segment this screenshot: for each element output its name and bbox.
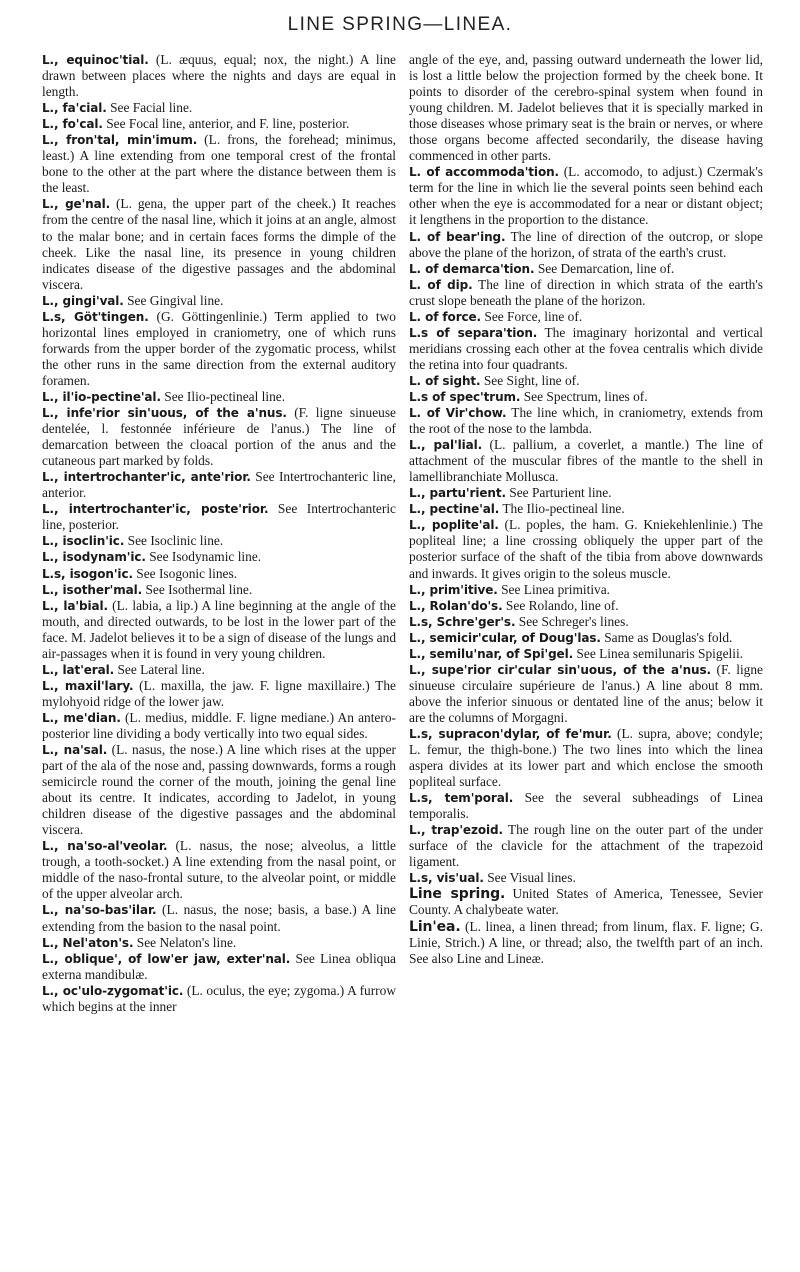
dictionary-entry (409, 726, 763, 790)
entry-headword: Lin'ea. (409, 918, 461, 935)
entry-headword: L. of Vir'chow. (409, 406, 507, 421)
dictionary-entry (409, 485, 763, 501)
dictionary-entry (409, 919, 763, 967)
entry-headword: L., gingi'val. (42, 293, 124, 308)
dictionary-entry (409, 886, 763, 918)
entry-headword: L.s of spec'trum. (409, 389, 521, 404)
dictionary-entry (409, 229, 763, 261)
dictionary-entry (409, 389, 763, 405)
dictionary-entry (42, 132, 396, 196)
dictionary-entry (409, 325, 763, 373)
entry-headword: L., partu'rient. (409, 486, 506, 501)
left-column (42, 52, 396, 1015)
entry-definition: The line of direction of the outcrop, or slope above the plane of the horizon, of strata of the earth's crust. (409, 228, 764, 260)
entry-headword: L. of dip. (409, 277, 473, 292)
entry-headword: L., poplite'al. (409, 518, 499, 533)
dictionary-entry (409, 822, 763, 870)
entry-headword: L.s, supracon'dylar, of fe'mur. (409, 726, 612, 741)
dictionary-entry (409, 614, 763, 630)
entry-definition: See Sight, line of. (480, 372, 580, 388)
entry-definition: See Ilio-pectineal line. (160, 388, 286, 404)
entry-headword: L.s, isogon'ic. (42, 566, 133, 581)
dictionary-entry (42, 100, 396, 116)
entry-definition: (F. ligne sinueuse circulaire supérieure de l'anus.) A line about 8 mm. above the inferior sinuous or dentated line of the anus; below it are the columns of Morgagni. (409, 661, 763, 725)
dictionary-entry (409, 646, 763, 662)
dictionary-entry (42, 549, 396, 565)
entry-definition: (L. medius, middle. F. ligne mediane.) An antero-posterior line dividing a body vertically into two equal sides. (42, 709, 396, 741)
entry-headword: L., me'dian. (42, 710, 121, 725)
entry-headword: L., na'so-al'veolar. (42, 839, 168, 854)
dictionary-entry (409, 309, 763, 325)
dictionary-entry (42, 582, 396, 598)
dictionary-entry (42, 662, 396, 678)
entry-headword: L. of demarca'tion. (409, 261, 535, 276)
entry-headword: L., intertrochanter'ic, poste'rior. (42, 502, 269, 517)
dictionary-entry (409, 277, 763, 309)
entry-headword: Line spring. (409, 886, 506, 903)
entry-definition: See Demarcation, line of. (534, 260, 675, 276)
entry-headword: L., pectine'al. (409, 502, 500, 517)
dictionary-entry (42, 935, 396, 951)
dictionary-entry (409, 373, 763, 389)
entry-definition: See Schreger's lines. (515, 613, 629, 629)
dictionary-entry (409, 598, 763, 614)
entry-definition: Same as Douglas's fold. (600, 629, 733, 645)
entry-definition: (L. accomodo, to adjust.) Czermak's term for the line in which lie the several points seen behind each other when the eye is accommodated for a near or distant object; it lengthens in the proportion to the distance. (409, 164, 763, 228)
entry-headword: L.s, Göt'tingen. (42, 309, 149, 324)
dictionary-entry (42, 951, 396, 983)
entry-headword: L., oc'ulo-zygomat'ic. (42, 983, 184, 998)
entry-definition: See the several subheadings of Linea temporalis. (409, 790, 763, 822)
entry-headword: L., la'bial. (42, 598, 108, 613)
entry-headword: L., pal'lial. (409, 438, 483, 453)
entry-definition: See Rolando, line of. (502, 597, 619, 613)
entry-definition: See Spectrum, lines of. (520, 388, 648, 404)
entry-definition: (L. pallium, a coverlet, a mantle.) The line of attachment of the muscular fibres of the mantle to the shell in lamellibranchiate Mollusca. (409, 437, 763, 485)
dictionary-entry (42, 116, 396, 132)
entry-definition: The imaginary horizontal and vertical meridians crossing each other at the fovea centralis which divide the retina into four quadrants. (409, 324, 763, 372)
entry-definition: See Isothermal line. (142, 581, 253, 597)
dictionary-entry (409, 261, 763, 277)
entry-headword: L., equinoc'tial. (42, 53, 149, 67)
entry-definition: (L. poples, the ham. G. Kniekehlenlinie.) The popliteal line; a line crossing obliquely the upper part of the posterior surface of the shaft of the tibia from above downwards and inwards. It gives origin to the soleus muscle. (409, 517, 763, 581)
entry-definition: angle of the eye, and, passing outward underneath the lower lid, is lost a little below the projection formed by the cheek bone. It points to disorder of the cerebro-spinal system when found in young children. M. Jadelot believes that it is specially marked in those diseases whose primary seat is the brain or nerves, or where those organs become affected secondarily, the disease having commenced in other parts. (409, 52, 763, 164)
entry-headword: L., lat'eral. (42, 662, 115, 677)
dictionary-entry (42, 501, 396, 533)
dictionary-entry (42, 710, 396, 742)
entry-definition: See Nelaton's line. (133, 934, 237, 950)
entry-definition: (L. maxilla, the jaw. F. ligne maxillaire.) The mylohyoid ridge of the lower jaw. (42, 677, 397, 709)
entry-headword: L., semicir'cular, of Doug'las. (409, 630, 601, 645)
entry-definition: See Intertrochanteric line, posterior. (42, 501, 396, 533)
dictionary-entry (42, 52, 396, 100)
entry-headword: L.s of separa'tion. (409, 325, 538, 340)
dictionary-entry (409, 870, 763, 886)
dictionary-entry (409, 517, 763, 581)
entry-definition: See Gingival line. (123, 292, 224, 308)
entry-headword: L., intertrochanter'ic, ante'rior. (42, 470, 251, 485)
entry-definition: The line which, in craniometry, extends from the root of the nose to the lambda. (409, 405, 763, 437)
dictionary-entry (409, 630, 763, 646)
entry-definition: See Intertrochanteric line, anterior. (42, 469, 396, 501)
entry-definition: See Focal line, anterior, and F. line, posterior. (102, 116, 350, 132)
dictionary-entry (409, 582, 763, 598)
entry-definition: (L. nasus, the nose; basis, a base.) A line extending from the basion to the nasal point. (42, 902, 396, 934)
page-header: LINE SPRING—LINEA. (287, 14, 513, 35)
dictionary-entry (409, 501, 763, 517)
entry-definition: See Visual lines. (483, 870, 576, 886)
entry-headword: L. of sight. (409, 373, 481, 388)
dictionary-entry (42, 838, 396, 902)
entry-definition: See Lateral line. (114, 661, 205, 677)
dictionary-entry (409, 790, 763, 822)
entry-definition: (L. linea, a linen thread; from linum, flax. F. ligne; G. Linie, Strich.) A line, or thread; also, the twelfth part of an inch. See also Line and Lineæ. (409, 918, 763, 966)
dictionary-entry (42, 389, 396, 405)
entry-definition: See Isodynamic line. (145, 549, 262, 565)
dictionary-entry (409, 437, 763, 485)
entry-headword: L., semilu'nar, of Spi'gel. (409, 646, 574, 661)
entry-definition: See Parturient line. (505, 485, 612, 501)
entry-definition: The line of direction in which strata of the earth's crust slope beneath the plane of the horizon. (409, 276, 763, 308)
entry-definition: (L. labia, a lip.) A line beginning at the angle of the mouth, and directed outwards, to be lost in the lower part of the face. M. Jadelot believes it to be a sign of disease of the lungs and air-passages when it is found in very young children. (42, 597, 397, 661)
dictionary-entry (42, 533, 396, 549)
entry-definition: See Force, line of. (481, 308, 583, 324)
entry-headword: L.s, Schre'ger's. (409, 614, 516, 629)
right-column (409, 52, 763, 967)
entry-headword: L.s, tem'poral. (409, 791, 514, 806)
entry-definition: (G. Göttingenlinie.) Term applied to two horizontal lines employed in craniometry, one of which runs forwards from the upper border of the zygomatic process, whilst the other runs in the same direction from the external auditory foramen. (42, 308, 396, 388)
entry-definition: See Linea semilunaris Spigelii. (573, 645, 744, 661)
entry-definition: (L. nasus, the nose; alveolus, a little trough, a tooth-socket.) A line extending from the nasal point, or middle of the naso-frontal suture, to the alveolar point, or middle of the upper alveolar arch. (42, 838, 396, 902)
entry-headword: L. of accommoda'tion. (409, 165, 559, 180)
entry-headword: L., oblique', of low'er jaw, exter'nal. (42, 951, 291, 966)
dictionary-entry (409, 164, 763, 228)
dictionary-entry (42, 678, 396, 710)
dictionary-entry (42, 309, 396, 389)
dictionary-entry (42, 566, 396, 582)
dictionary-entry (42, 598, 396, 662)
entry-headword: L., isother'mal. (42, 582, 143, 597)
entry-headword: L., Nel'aton's. (42, 935, 134, 950)
dictionary-entry (42, 742, 396, 838)
entry-headword: L., Rolan'do's. (409, 598, 503, 613)
entry-definition: See Linea obliqua externa mandibulæ. (42, 950, 396, 982)
entry-headword: L., trap'ezoid. (409, 823, 503, 838)
entry-definition: See Linea primitiva. (497, 581, 611, 597)
entry-headword: L., na'so-bas'ilar. (42, 903, 157, 918)
entry-definition: (L. supra, above; condyle; L. femur, the thigh-bone.) The two lines into which the linea aspera divides at its lower part and which enclose the smooth popliteal surface. (409, 725, 763, 790)
entry-definition: See Facial line. (106, 100, 193, 116)
entry-definition: (L. frons, the forehead; minimus, least.) A line extending from one temporal crest of the frontal bone to the other at the part where the distance between them is the least. (42, 132, 397, 196)
entry-definition: (F. ligne sinueuse dentelée, l. festonnée inférieure de l'anus.) The line of demarcation between the cloacal portion of the anus and the cutaneous part marked by folds. (42, 405, 396, 469)
entry-headword: L.s, vis'ual. (409, 871, 484, 886)
entry-definition: See Isoclinic line. (124, 533, 224, 549)
entry-headword: L., maxil'lary. (42, 678, 134, 693)
entry-definition: (L. nasus, the nose.) A line which rises at the upper part of the ala of the nose and, passing downwards, forms a rough semicircle round the corner of the mouth, joining the genal line about its centre. It indicates, according to Jadelot, in young children disease of the digestive passages and the abdominal viscera. (42, 742, 396, 838)
entry-headword: L., prim'itive. (409, 582, 498, 597)
entry-definition: (L. gena, the upper part of the cheek.) It reaches from the centre of the nasal line, which it joins at an angle, almost to the malar bone; and in certain faces forms the dimple of the cheek. Like the nasal line, its presence in young children indicates disease of the digestive passages and the abdominal viscera. (42, 196, 396, 292)
entry-headword: L., na'sal. (42, 743, 108, 758)
entry-headword: L., fa'cial. (42, 101, 107, 116)
entry-headword: L. of bear'ing. (409, 229, 506, 244)
entry-headword: L., isoclin'ic. (42, 534, 125, 549)
entry-headword: L., fo'cal. (42, 117, 103, 132)
entry-headword: L., ge'nal. (42, 197, 111, 212)
entry-headword: L., fron'tal, min'imum. (42, 133, 198, 148)
entry-headword: L., infe'rior sin'uous, of the a'nus. (42, 406, 287, 421)
dictionary-entry (42, 469, 396, 501)
dictionary-entry (409, 52, 763, 164)
entry-definition: (L. oculus, the eye; zygoma.) A furrow which begins at the inner (42, 982, 397, 1014)
entry-headword: L., supe'rior cir'cular sin'uous, of the a'nus. (409, 662, 711, 677)
entry-definition: The rough line on the outer part of the under surface of the clavicle for the attachment of the trapezoid ligament. (409, 822, 763, 870)
entry-headword: L., isodynam'ic. (42, 550, 146, 565)
entry-definition: The Ilio-pectineal line. (499, 501, 625, 517)
entry-definition: (L. æquus, equal; nox, the night.) A line drawn between places where the nights and days are equal in length. (42, 52, 396, 100)
dictionary-entry (42, 196, 396, 292)
dictionary-entry (42, 902, 396, 934)
entry-definition: See Isogonic lines. (132, 565, 238, 581)
entry-headword: L. of force. (409, 309, 482, 324)
dictionary-entry (42, 293, 396, 309)
dictionary-entry (42, 405, 396, 469)
dictionary-entry (409, 405, 763, 437)
dictionary-entry (42, 983, 396, 1015)
entry-definition: United States of America, Tenessee, Sevier County. A chalybeate water. (409, 886, 763, 918)
dictionary-entry (409, 662, 763, 726)
entry-headword: L., il'io-pectine'al. (42, 389, 161, 404)
